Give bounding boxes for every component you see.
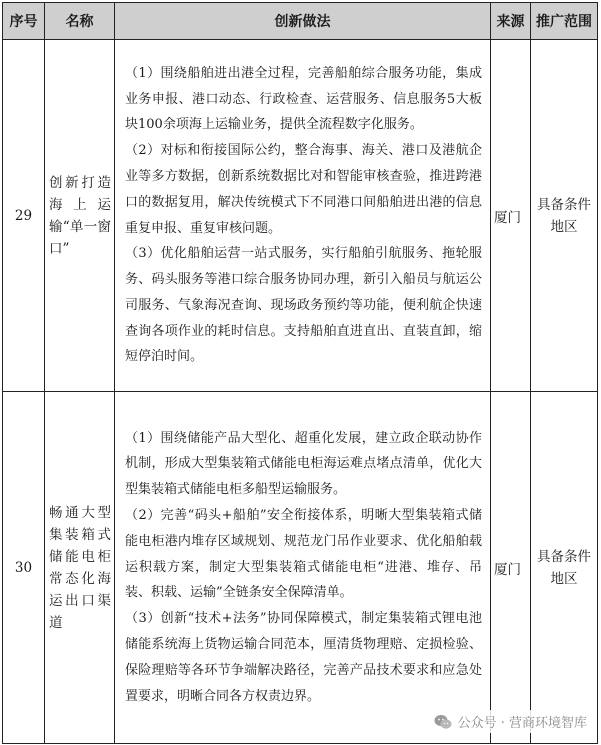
row-source: 厦门 [491, 392, 531, 744]
row-method [115, 40, 491, 392]
policy-table [2, 2, 598, 744]
row-scope: 具备条件地区 [531, 392, 598, 744]
header-row [3, 3, 598, 40]
header-scope: 推广范围 [531, 3, 598, 40]
row-source: 厦门 [491, 40, 531, 392]
header-source: 来源 [491, 3, 531, 40]
method-paragraph: （1）围绕船舶进出港全过程，完善船舶综合服务功能，集成业务申报、港口动态、行政检查、运营服务、信息服务5大板块100余项海上运输业务，提供全流程数字化服务。 [125, 65, 482, 133]
method-paragraph: （3）创新“技术+法务”协同保障模式，制定集装箱式锂电池储能系统海上货物运输合同范本，厘清货物理赔、定损检验、保险理赔等各环节争端解决路径，完善产品技术要求和应急处置要求，明晰合同各方权责边界。 [125, 611, 482, 704]
row-method [115, 392, 491, 744]
method-paragraph: （2）完善“码头+船舶”安全衔接体系，明晰大型集装箱式储能电柜港内堆存区域规划、规范龙门吊作业要求、优化船舶载运积载方案，制定大型集装箱式储能电柜“进港、堆存、吊装、积载、运输”全链条安全保障清单。 [125, 508, 482, 601]
header-num: 序号 [3, 3, 45, 40]
row-name: 创新打造海上运输“单一窗口” [45, 40, 115, 392]
method-paragraph: （3）优化船舶运营一站式服务，实行船舶引航服务、拖轮服务、码头服务等港口综合服务协同办理，新引入船员与航运公司服务、气象海况查询、现场政务预约等功能，便利航企快速查询各项作业的耗时信息。支持船舶直进直出、直装直卸，缩短停泊时间。 [125, 246, 482, 365]
row-number: 29 [3, 40, 45, 392]
wechat-icon [434, 714, 452, 730]
method-paragraph: （1）围绕储能产品大型化、超重化发展，建立政企联动协作机制，形成大型集装箱式储能电柜海运难点堵点清单，优化大型集装箱式储能电柜多船型运输服务。 [125, 430, 482, 498]
row-name: 畅通大型集装箱式储能电柜常态化海运出口渠道 [45, 392, 115, 744]
watermark [430, 710, 591, 733]
method-paragraph: （2）对标和衔接国际公约，整合海事、海关、港口及港航企业等多方数据，创新系统数据比对和智能审核查验，推进跨港口的数据复用，解决传统模式下不同港口间船舶进出港的信息重复申报、重复审核问题。 [125, 143, 482, 236]
watermark-text: 公众号 · 营商环境智库 [457, 716, 587, 731]
table-row [3, 392, 598, 744]
row-scope: 具备条件地区 [531, 40, 598, 392]
header-name: 名称 [45, 3, 115, 40]
row-number: 30 [3, 392, 45, 744]
table-row [3, 40, 598, 392]
header-method: 创新做法 [115, 3, 491, 40]
